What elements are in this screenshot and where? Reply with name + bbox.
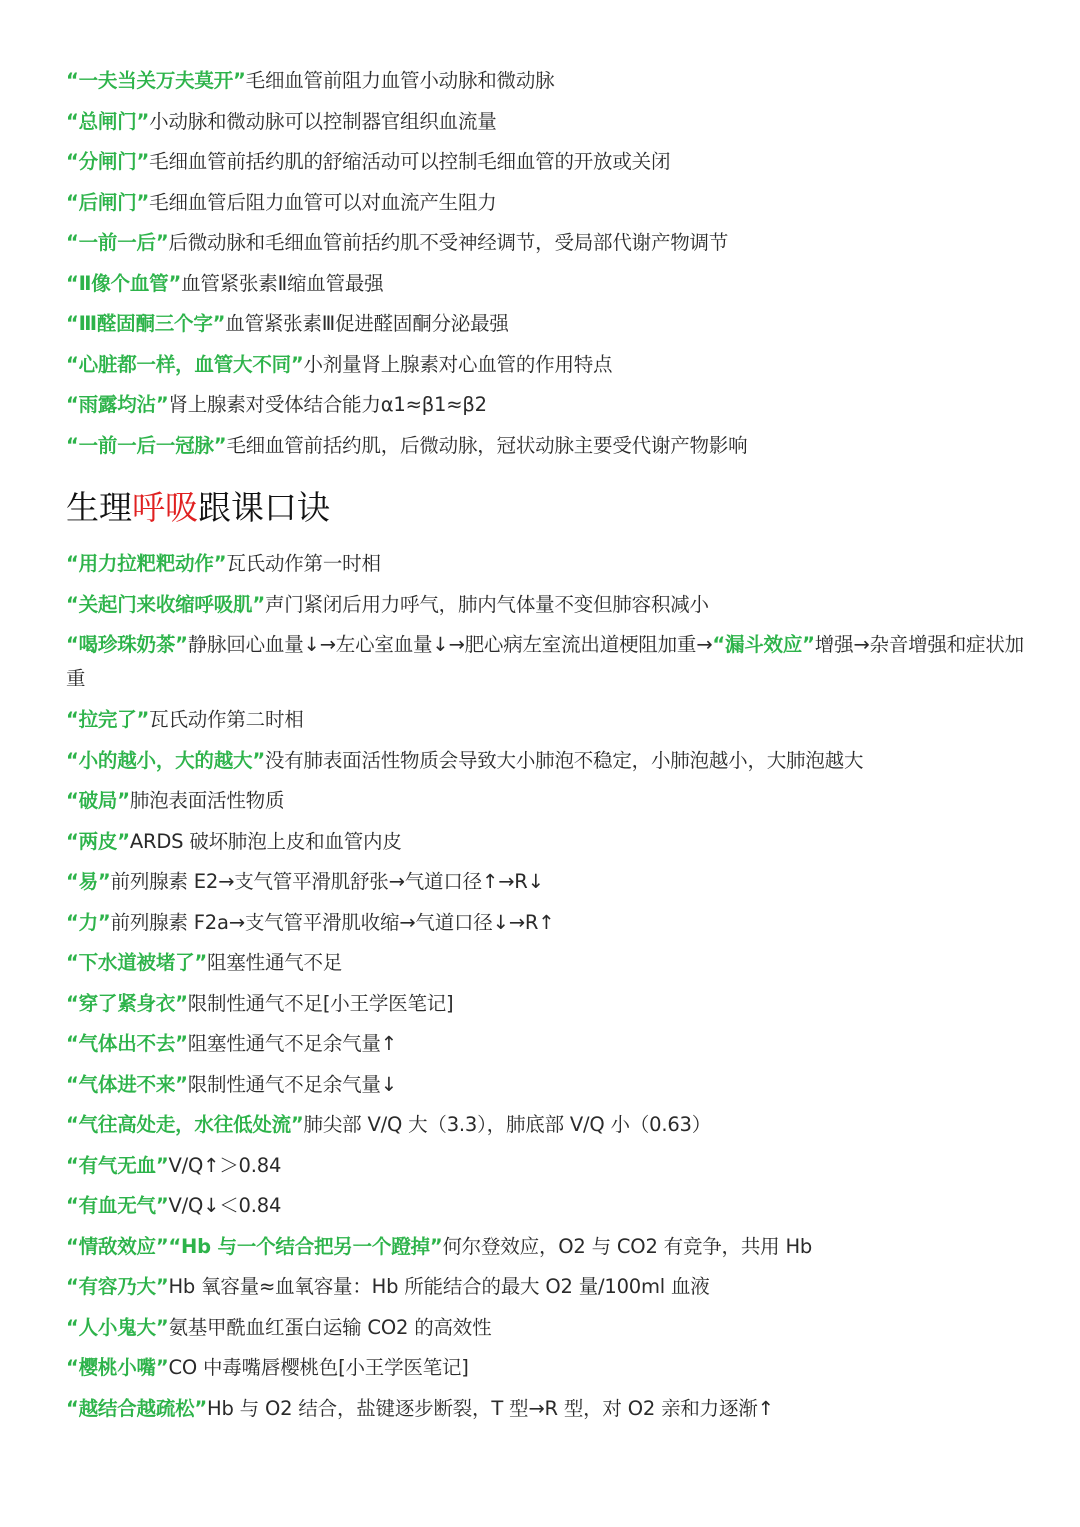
list-item	[66, 906, 1030, 947]
mnemonic-keyword: “喝珍珠奶茶”	[66, 633, 188, 656]
mnemonic-explanation: Hb 与 O2 结合，盐键逐步断裂，T 型→R 型，对 O2 亲和力逐渐↑	[207, 1396, 774, 1420]
circulation-mnemonic-list	[66, 64, 747, 469]
mnemonic-keyword: “后闸门”	[66, 190, 150, 214]
list-item	[66, 1311, 1030, 1352]
mnemonic-keyword: “人小鬼大”	[66, 1315, 169, 1339]
mnemonic-explanation: 氨基甲酰血红蛋白运输 CO2 的高效性	[168, 1315, 492, 1339]
list-item	[66, 145, 747, 186]
mnemonic-explanation: V/Q↓＜0.84	[168, 1194, 282, 1217]
mnemonic-explanation: 血管紧张素Ⅲ促进醛固酮分泌最强	[225, 312, 509, 335]
mnemonic-explanation: 何尔登效应，O2 与 CO2 有竞争，共用 Hb	[442, 1234, 813, 1258]
mnemonic-keyword: “力”	[66, 910, 111, 934]
mnemonic-keyword: “一前一后”	[66, 231, 169, 254]
mnemonic-keyword: “有血无气”	[66, 1194, 169, 1217]
mnemonic-keyword: “破局”	[66, 789, 130, 812]
list-item	[66, 865, 1030, 906]
mnemonic-explanation: 毛细血管后阻力血管可以对血流产生阻力	[149, 190, 497, 214]
list-item	[66, 703, 1030, 744]
list-item	[66, 1230, 1030, 1271]
list-item	[66, 1351, 1030, 1392]
mnemonic-keyword: “气体出不去”	[66, 1032, 188, 1055]
mnemonic-explanation: 小动脉和微动脉可以控制器官组织血流量	[149, 109, 497, 133]
list-item	[66, 348, 747, 389]
heading-part-physiology: 生理	[66, 488, 132, 527]
mnemonic-keyword: “越结合越疏松”	[66, 1396, 208, 1420]
mnemonic-explanation: 血管紧张素Ⅱ缩血管最强	[181, 271, 384, 295]
mnemonic-explanation: 肾上腺素对受体结合能力α1≈β1≈β2	[168, 393, 487, 416]
list-item	[66, 105, 747, 146]
list-item	[66, 388, 747, 429]
mnemonic-keyword: “情敌效应”“Hb 与一个结合把另一个蹬掉”	[66, 1234, 443, 1258]
mnemonic-keyword: “用力拉粑粑动作”	[66, 552, 227, 575]
mnemonic-keyword: “下水道被堵了”	[66, 951, 208, 974]
mnemonic-explanation: 小剂量肾上腺素对心血管的作用特点	[303, 352, 613, 376]
mnemonic-keyword: “有气无血”	[66, 1153, 169, 1177]
mnemonic-keyword: “总闸门”	[66, 109, 150, 133]
mnemonic-keyword: “雨露均沾”	[66, 393, 169, 416]
list-item	[66, 547, 1030, 588]
mnemonic-keyword-secondary: “漏斗效应”	[712, 633, 815, 656]
list-item	[66, 1392, 1030, 1433]
mnemonic-keyword: “关起门来收缩呼吸肌”	[66, 592, 265, 616]
list-item	[66, 946, 1030, 987]
mnemonic-explanation: 静脉回心血量↓→左心室血量↓→肥心病左室流出道梗阻加重→	[187, 633, 713, 656]
mnemonic-explanation: 毛细血管前括约肌的舒缩活动可以控制毛细血管的开放或关闭	[149, 150, 671, 173]
mnemonic-explanation: 毛细血管前阻力血管小动脉和微动脉	[245, 69, 555, 92]
mnemonic-explanation: V/Q↑＞0.84	[168, 1153, 282, 1177]
list-item	[66, 307, 747, 348]
mnemonic-keyword: “气往高处走，水往低处流”	[66, 1113, 304, 1136]
mnemonic-keyword: “易”	[66, 870, 111, 893]
mnemonic-keyword: “拉完了”	[66, 708, 150, 731]
mnemonic-explanation: 阻塞性通气不足余气量↑	[187, 1032, 397, 1055]
heading-part-mnemonics: 跟课口诀	[198, 488, 330, 527]
mnemonic-keyword: “一前一后一冠脉”	[66, 433, 227, 457]
heading-part-respiration: 呼吸	[132, 488, 198, 527]
mnemonic-keyword: “Ⅲ醛固酮三个字”	[66, 312, 226, 335]
list-item	[66, 784, 1030, 825]
mnemonic-keyword: “Ⅱ像个血管”	[66, 271, 182, 295]
list-item	[66, 64, 747, 105]
list-item	[66, 226, 747, 267]
mnemonic-explanation: 肺泡表面活性物质	[129, 789, 285, 812]
mnemonic-keyword: “樱桃小嘴”	[66, 1356, 169, 1379]
list-item	[66, 1068, 1030, 1109]
list-item	[66, 267, 747, 308]
mnemonic-explanation: 限制性通气不足[小王学医笔记]	[187, 991, 454, 1015]
section-heading	[66, 486, 330, 530]
list-item	[66, 1189, 1030, 1230]
respiration-mnemonic-list	[66, 547, 1030, 1432]
mnemonic-keyword: “分闸门”	[66, 150, 150, 173]
mnemonic-explanation: 声门紧闭后用力呼气，肺内气体量不变但肺容积减小	[264, 592, 709, 616]
mnemonic-keyword: “气体进不来”	[66, 1072, 188, 1096]
list-item	[66, 987, 1030, 1028]
mnemonic-keyword: “小的越小，大的越大”	[66, 748, 265, 772]
mnemonic-explanation: 限制性通气不足余气量↓	[187, 1072, 397, 1096]
mnemonic-explanation: 瓦氏动作第一时相	[226, 552, 381, 575]
mnemonic-keyword: “一夫当关万夫莫开”	[66, 69, 246, 92]
list-item	[66, 429, 747, 470]
list-item	[66, 588, 1030, 629]
list-item	[66, 1270, 1030, 1311]
list-item	[66, 628, 1030, 703]
mnemonic-explanation: 阻塞性通气不足	[207, 951, 343, 974]
list-item	[66, 744, 1030, 785]
mnemonic-keyword: “心脏都一样，血管大不同”	[66, 352, 304, 376]
mnemonic-keyword: “穿了紧身衣”	[66, 991, 188, 1015]
mnemonic-explanation: 没有肺表面活性物质会导致大小肺泡不稳定，小肺泡越小，大肺泡越大	[264, 748, 864, 772]
list-item	[66, 1027, 1030, 1068]
mnemonic-keyword: “有容乃大”	[66, 1275, 169, 1298]
mnemonic-explanation: 毛细血管前括约肌，后微动脉，冠状动脉主要受代谢产物影响	[226, 433, 748, 457]
mnemonic-explanation: 后微动脉和毛细血管前括约肌不受神经调节，受局部代谢产物调节	[168, 231, 729, 254]
list-item	[66, 1108, 1030, 1149]
list-item	[66, 186, 747, 227]
mnemonic-explanation: 前列腺素 E2→支气管平滑肌舒张→气道口径↑→R↓	[110, 870, 544, 893]
mnemonic-explanation: 肺尖部 V/Q 大（3.3），肺底部 V/Q 小（0.63）	[303, 1113, 712, 1136]
mnemonic-explanation: 瓦氏动作第二时相	[149, 708, 304, 731]
mnemonic-explanation: CO 中毒嘴唇樱桃色[小王学医笔记]	[168, 1356, 469, 1379]
mnemonic-explanation: Hb 氧容量≈血氧容量：Hb 所能结合的最大 O2 量/100ml 血液	[168, 1275, 710, 1298]
mnemonic-explanation-secondary: 增强→杂音增强和症状加重	[66, 633, 1024, 690]
mnemonic-explanation: ARDS 破坏肺泡上皮和血管内皮	[129, 829, 402, 853]
mnemonic-explanation: 前列腺素 F2a→支气管平滑肌收缩→气道口径↓→R↑	[110, 910, 555, 934]
list-item	[66, 1149, 1030, 1190]
list-item	[66, 825, 1030, 866]
mnemonic-keyword: “两皮”	[66, 829, 130, 853]
